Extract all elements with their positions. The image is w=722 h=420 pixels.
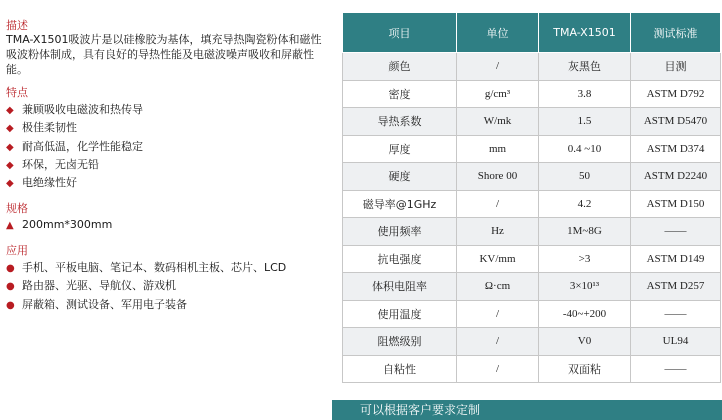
cell-unit: / bbox=[457, 300, 539, 328]
diamond-bullet-icon: ◆ bbox=[6, 123, 14, 135]
cell-item: 自粘性 bbox=[343, 355, 457, 383]
list-item: ◆ 环保，无卤无铅 bbox=[6, 156, 143, 174]
cell-standard: UL94 bbox=[631, 328, 721, 356]
cell-unit: Hz bbox=[457, 218, 539, 246]
header-item: 项目 bbox=[343, 13, 457, 53]
cell-item: 阻燃级别 bbox=[343, 328, 457, 356]
list-item: ◆ 电绝缘性好 bbox=[6, 174, 143, 192]
customization-banner: 可以根据客户要求定制 bbox=[332, 400, 722, 420]
cell-value: 1M~8G bbox=[539, 218, 631, 246]
cell-item: 磁导率@1GHz bbox=[343, 190, 457, 218]
cell-value: 3.8 bbox=[539, 80, 631, 108]
cell-item: 硬度 bbox=[343, 163, 457, 191]
table-row bbox=[343, 163, 721, 191]
header-product: TMA-X1501 bbox=[539, 13, 631, 53]
cell-value: >3 bbox=[539, 245, 631, 273]
circle-bullet-icon: ● bbox=[6, 263, 15, 274]
diamond-bullet-icon: ◆ bbox=[6, 159, 14, 171]
cell-standard: ASTM D2240 bbox=[631, 163, 721, 191]
cell-standard: ASTM D149 bbox=[631, 245, 721, 273]
cell-item: 厚度 bbox=[343, 135, 457, 163]
spec-heading: 规格 bbox=[6, 202, 28, 215]
table-row bbox=[343, 190, 721, 218]
list-item: ◆ 兼顾吸收电磁波和热传导 bbox=[6, 101, 143, 119]
cell-value: 双面粘 bbox=[539, 355, 631, 383]
cell-unit: Shore 00 bbox=[457, 163, 539, 191]
cell-unit: / bbox=[457, 355, 539, 383]
cell-unit: Ω·cm bbox=[457, 273, 539, 301]
diamond-bullet-icon: ◆ bbox=[6, 178, 14, 190]
list-item: ● 手机、平板电脑、笔记本、数码相机主板、芯片、LCD bbox=[6, 259, 286, 277]
cell-standard: ASTM D792 bbox=[631, 80, 721, 108]
diamond-bullet-icon: ◆ bbox=[6, 141, 14, 153]
table-row bbox=[343, 300, 721, 328]
table-header-row bbox=[343, 13, 721, 53]
cell-item: 使用温度 bbox=[343, 300, 457, 328]
list-item: ◆ 极佳柔韧性 bbox=[6, 119, 143, 137]
table-row bbox=[343, 355, 721, 383]
description-heading: 描述 bbox=[6, 19, 28, 32]
cell-item: 密度 bbox=[343, 80, 457, 108]
cell-item: 导热系数 bbox=[343, 108, 457, 136]
cell-standard: —— bbox=[631, 300, 721, 328]
table-row bbox=[343, 80, 721, 108]
list-item: ▲ 200mm*300mm bbox=[6, 217, 112, 233]
cell-standard: —— bbox=[631, 218, 721, 246]
cell-unit: / bbox=[457, 190, 539, 218]
features-list bbox=[6, 101, 143, 192]
cell-unit: mm bbox=[457, 135, 539, 163]
spec-list bbox=[6, 217, 112, 233]
applications-heading: 应用 bbox=[6, 244, 28, 257]
table-row bbox=[343, 273, 721, 301]
circle-bullet-icon: ● bbox=[6, 299, 15, 311]
list-item: ● 路由器、光驱、导航仪、游戏机 bbox=[6, 277, 286, 295]
list-item: ◆ 耐高低温，化学性能稳定 bbox=[6, 138, 143, 156]
triangle-bullet-icon: ▲ bbox=[6, 220, 14, 231]
description-text: TMA-X1501吸波片是以硅橡胶为基体，填充导热陶瓷粉体和磁性吸波粉体制成，具有良好的导热性能及电磁波噪声吸收和屏蔽性能。 bbox=[6, 33, 322, 76]
product-info-panel bbox=[0, 0, 336, 420]
circle-bullet-icon: ● bbox=[6, 281, 15, 293]
cell-standard: —— bbox=[631, 355, 721, 383]
header-standard: 测试标准 bbox=[631, 13, 721, 53]
cell-item: 使用频率 bbox=[343, 218, 457, 246]
features-heading: 特点 bbox=[6, 86, 28, 99]
cell-value: 3×10¹³ bbox=[539, 273, 631, 301]
cell-value: 0.4 ~10 bbox=[539, 135, 631, 163]
table-row bbox=[343, 135, 721, 163]
cell-unit: / bbox=[457, 53, 539, 81]
table-row bbox=[343, 245, 721, 273]
cell-value: 4.2 bbox=[539, 190, 631, 218]
cell-item: 抗电强度 bbox=[343, 245, 457, 273]
table-row bbox=[343, 53, 721, 81]
cell-item: 颜色 bbox=[343, 53, 457, 81]
cell-unit: g/cm³ bbox=[457, 80, 539, 108]
table-row bbox=[343, 218, 721, 246]
table-row bbox=[343, 108, 721, 136]
cell-value: 1.5 bbox=[539, 108, 631, 136]
cell-value: -40~+200 bbox=[539, 300, 631, 328]
cell-unit: W/mk bbox=[457, 108, 539, 136]
list-item: ● 屏蔽箱、测试设备、军用电子装备 bbox=[6, 296, 286, 314]
cell-value: V0 bbox=[539, 328, 631, 356]
table-row bbox=[343, 328, 721, 356]
cell-unit: / bbox=[457, 328, 539, 356]
cell-value: 50 bbox=[539, 163, 631, 191]
cell-value: 灰黑色 bbox=[539, 53, 631, 81]
cell-standard: ASTM D150 bbox=[631, 190, 721, 218]
cell-unit: KV/mm bbox=[457, 245, 539, 273]
diamond-bullet-icon: ◆ bbox=[6, 105, 14, 116]
cell-standard: ASTM D257 bbox=[631, 273, 721, 301]
spec-table-container bbox=[342, 12, 722, 383]
header-unit: 单位 bbox=[457, 13, 539, 53]
spec-table bbox=[342, 12, 721, 383]
applications-list bbox=[6, 259, 286, 314]
cell-item: 体积电阻率 bbox=[343, 273, 457, 301]
cell-standard: 目测 bbox=[631, 53, 721, 81]
cell-standard: ASTM D374 bbox=[631, 135, 721, 163]
cell-standard: ASTM D5470 bbox=[631, 108, 721, 136]
